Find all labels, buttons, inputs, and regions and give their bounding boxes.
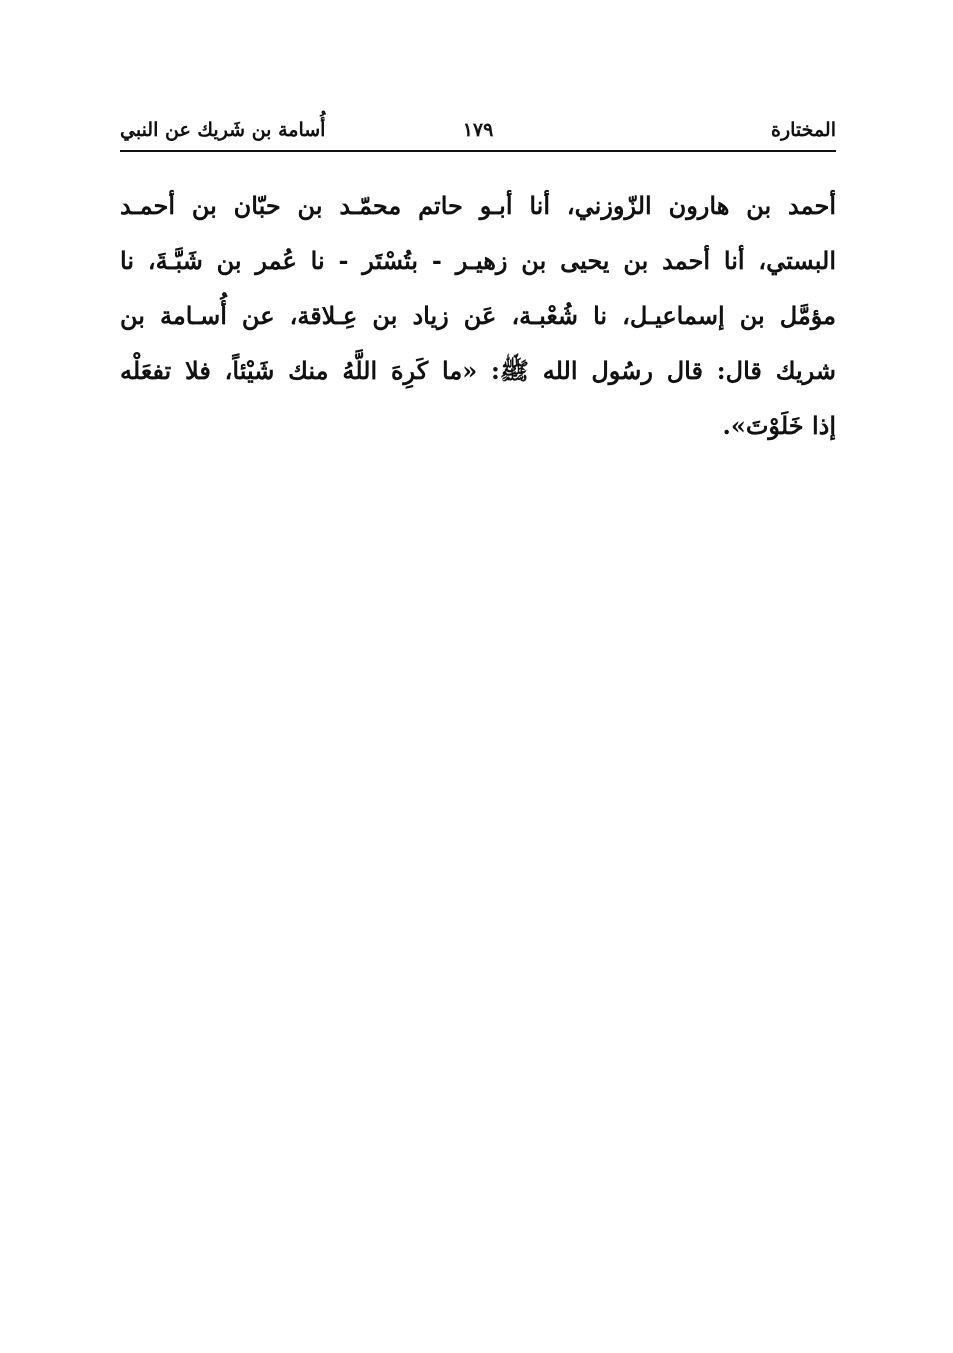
header-divider (120, 150, 836, 152)
text-line: إذا خَلَوْتَ». (722, 411, 836, 440)
text-line: مؤمَّل بن إسماعيـل، نا شُعْبـة، عَن زياد بن عِـلاقة، عن أُسـامة بن (120, 301, 836, 330)
running-header (120, 108, 836, 148)
text-line: شريك قال: قال رسُول الله ﷺ: «ما كَرِهَ اللَّهُ منك شَيْئاً، فلا تفعَلْه (120, 356, 836, 385)
hadith-paragraph (120, 178, 836, 453)
page-number: ١٧٩ (462, 119, 494, 141)
text-line: أحمد بن هارون الزّوزني، أنا أبـو حاتم محمّـد بن حبّان بن أحمـد (120, 191, 836, 220)
header-chapter-title: أُسامة بن شَريك عن النبي (120, 119, 326, 141)
text-line: البستي، أنا أحمد بن يحيى بن زهيـر - بتُسْتَر - نا عُمر بن شَبَّـةَ، نا (120, 246, 836, 275)
header-book-title: المختارة (771, 119, 836, 141)
